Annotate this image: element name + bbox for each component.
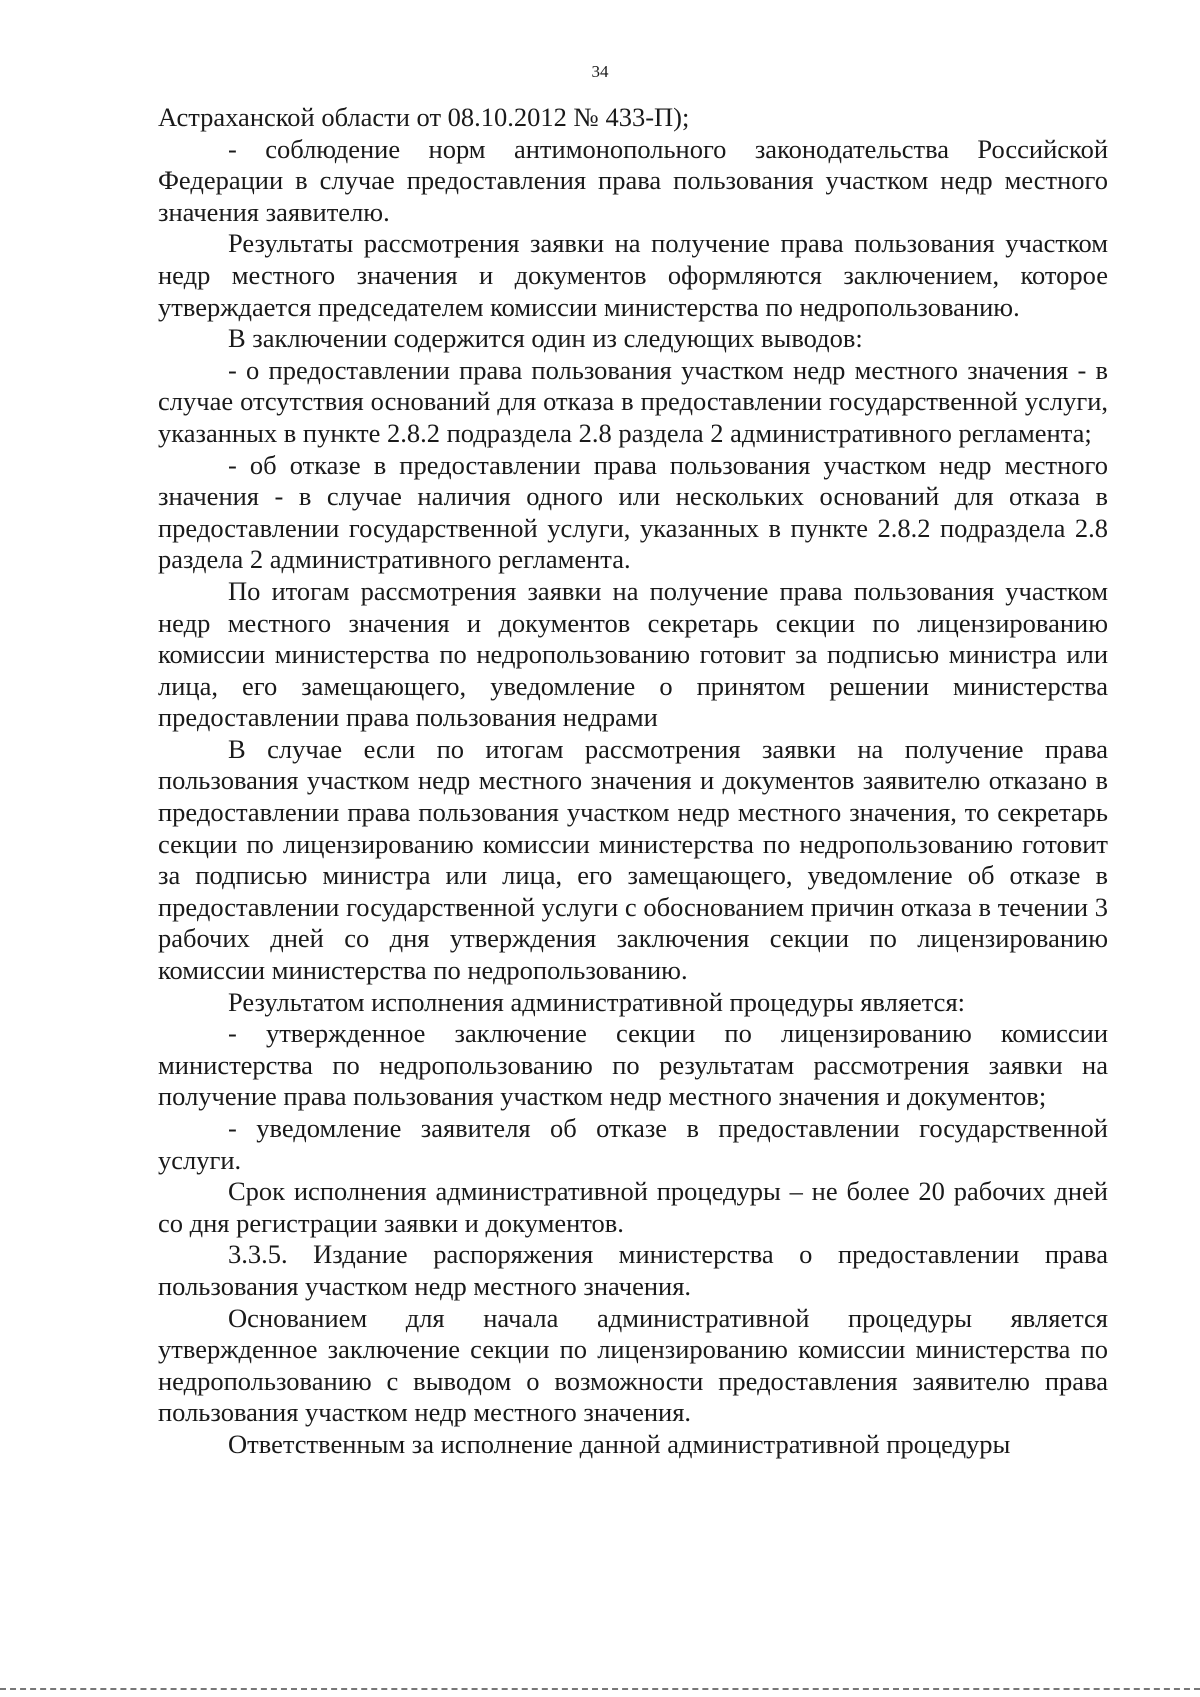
page-number: 34: [591, 62, 609, 81]
paragraph-conclusion-intro: В заключении содержится один из следующих выводов:: [228, 323, 863, 354]
paragraph-continuation: Астраханской области от 08.10.2012 № 433-П);: [158, 102, 690, 132]
paragraph-refusal-notification: В случае если по итогам рассмотрения заявки на получение права пользования участком недр местного значения и документов заявителю отказано в предоставлении права пользования участком недр местного значения, то секретарь секции по лицензированию комиссии министерства по недропользованию готовит за подписью министра или лица, его замещающего, уведомление об отказе в предоставлении государственной услуги с обоснованием причин отказа в течении 3 рабочих дней со дня утверждения заключения секции по лицензированию комиссии министерства по недропользованию.: [158, 733, 1108, 986]
scan-edge-divider: [0, 1688, 1200, 1690]
paragraph-procedure-term: Срок исполнения административной процедуры – не более 20 рабочих дней со дня регистрации заявки и документов.: [158, 1176, 1108, 1238]
paragraph-result-approved-conclusion: - утвержденное заключение секции по лицензированию комиссии министерства по недропользованию по результатам рассмотрения заявки на получение права пользования участком недр местного значения и документов;: [158, 1018, 1108, 1112]
paragraph-procedure-result-intro: Результатом исполнения административной процедуры является:: [228, 986, 965, 1017]
paragraph-result-refusal-notice: - уведомление заявителя об отказе в предоставлении государственной услуги.: [158, 1113, 1108, 1175]
document-body: [158, 102, 1108, 1461]
paragraph-section-3-3-5: 3.3.5. Издание распоряжения министерства о предоставлении права пользования участком недр местного значения.: [158, 1239, 1108, 1301]
paragraph-responsible-party: Ответственным за исполнение данной административной процедуры: [228, 1428, 1011, 1459]
paragraph-refusal-conclusion: - об отказе в предоставлении права пользования участком недр местного значения - в случае наличия одного или нескольких оснований для отказа в предоставлении государственной услуги, указанных в пункте 2.8.2 подраздела 2.8 раздела 2 административного регламента.: [158, 449, 1108, 575]
paragraph-procedure-basis: Основанием для начала административной процедуры является утвержденное заключение секции по лицензированию комиссии министерства по недропользованию с выводом о возможности предоставления заявителю права пользования участком недр местного значения.: [158, 1302, 1108, 1428]
paragraph-antimonopoly-compliance: - соблюдение норм антимонопольного законодательства Российской Федерации в случае предоставления права пользования участком недр местного значения заявителю.: [158, 133, 1108, 227]
paragraph-review-results: Результаты рассмотрения заявки на получение права пользования участком недр местного значения и документов оформляются заключением, которое утверждается председателем комиссии министерства по недропользованию.: [158, 228, 1108, 322]
paragraph-notification-decision: По итогам рассмотрения заявки на получение права пользования участком недр местного значения и документов секретарь секции по лицензированию комиссии министерства по недропользованию готовит за подписью министра или лица, его замещающего, уведомление о принятом решении министерства предоставлении права пользования недрами: [158, 575, 1108, 733]
paragraph-grant-conclusion: - о предоставлении права пользования участком недр местного значения - в случае отсутствия оснований для отказа в предоставлении государственной услуги, указанных в пункте 2.8.2 подраздела 2.8 раздела 2 административного регламента;: [158, 354, 1108, 448]
